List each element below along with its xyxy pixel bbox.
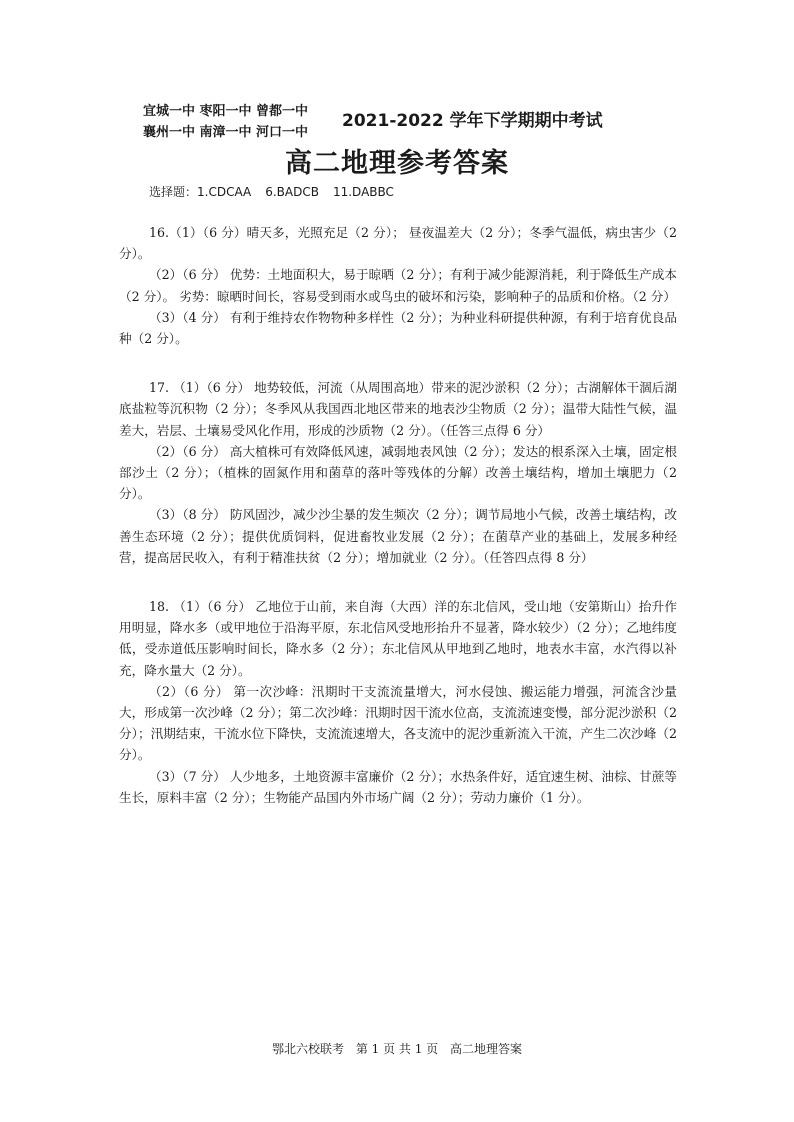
choice-group-1: 1.CDCAA: [197, 185, 252, 199]
page-footer: [0, 1040, 794, 1057]
exam-title: 2021-2022 学年下学期期中考试: [342, 111, 603, 131]
q16-part1: 16.（1）（6 分）晴天多，光照充足（2 分）； 昼夜温差大（2 分）；冬季气温低，病虫害少（2 分）。: [119, 225, 677, 262]
schools-line-1: 宜城一中 枣阳一中 曾都一中: [143, 104, 309, 119]
school-list: [143, 101, 333, 143]
q16-part3: （3）（4 分） 有利于维持农作物物种多样性（2 分）；为种业科研提供种源，有利于培育优良品种（2 分）。: [119, 309, 677, 347]
q18-part3: （3）（7 分） 人少地多，土地资源丰富廉价（2 分）；水热条件好，适宜速生树、油棕、甘蔗等生长，原料丰富（2 分）；生物能产品国内外市场广阔（2 分）；劳动力廉价（1 分）。: [119, 768, 677, 805]
footer-org: 鄂北六校联考: [271, 1042, 344, 1056]
page-title: 高二地理参考答案: [285, 148, 509, 179]
q17-part2: （2）（6 分） 高大植株可有效降低风速，减弱地表风蚀（2 分）；发达的根系深入土壤，固定根部沙土（2 分）；（植株的固氮作用和菌草的落叶等残体的分解）改善土壤结构，增加土壤肥力（2 分）。: [119, 443, 677, 502]
q18-part2: （2）（6 分） 第一次沙峰：汛期时干支流流量增大，河水侵蚀、搬运能力增强，河流含沙量大，形成第一次沙峰（2 分）；第二次沙峰：汛期时因干流水位高，支流流速变慢，部分泥沙淤积（2 分）；汛期结束，干流水位下降快，支流流速增大，各支流中的泥沙重新流入干流，产生二次沙峰（2 分）。: [119, 683, 677, 763]
q17-part1: 17. （1）（6 分） 地势较低，河流（从周围高地）带来的泥沙淤积（2 分）；古湖解体干涸后湖底盐粒等沉积物（2 分）；冬季风从我国西北地区带来的地表沙尘物质（2 分）；温带大陆性气候，温差大，岩层、土壤易受风化作用，形成的沙质物（2 分）。（任答三点得 6 分）: [119, 380, 677, 438]
q18-part1: 18. （1）（6 分） 乙地位于山前，来自海（大西）洋的东北信风，受山地（安第斯山）抬升作用明显，降水多（或甲地位于沿海平原，东北信风受地形抬升不显著，降水较少）（2 分）；乙地纬度低，受赤道低压影响时间长，降水多（2 分）；东北信风从甲地到乙地时，地表水丰富，水汽得以补充，降水量大（2 分）。: [119, 599, 677, 678]
choice-answers: [149, 183, 408, 200]
schools-line-2: 襄州一中 南漳一中 河口一中: [143, 125, 309, 140]
q16-part2: （2）（6 分） 优势：土地面积大，易于晾晒（2 分）；有利于减少能源消耗，利于降低生产成本（2 分）。 劣势：晾晒时间长，容易受到雨水或鸟虫的破坏和污染，影响种子的品质和价格。（2 分）: [119, 267, 677, 304]
choice-label: 选择题：: [149, 185, 198, 199]
q17-part3: （3）（8 分） 防风固沙，减少沙尘暴的发生频次（2 分）；调节局地小气候，改善土壤结构，改善生态环境（2 分）；提供优质饲料，促进畜牧业发展（2 分）；在菌草产业的基础上，发展多种经营，提高居民收入，有利于精准扶贫（2 分）；增加就业（2 分）。（任答四点得 8 分）: [119, 507, 677, 565]
choice-group-3: 11.DABBC: [332, 185, 394, 199]
footer-subject: 高二地理答案: [450, 1042, 523, 1056]
answer-body: [119, 222, 677, 808]
footer-page: 第 1 页 共 1 页: [355, 1042, 439, 1056]
choice-group-2: 6.BADCB: [265, 185, 319, 199]
